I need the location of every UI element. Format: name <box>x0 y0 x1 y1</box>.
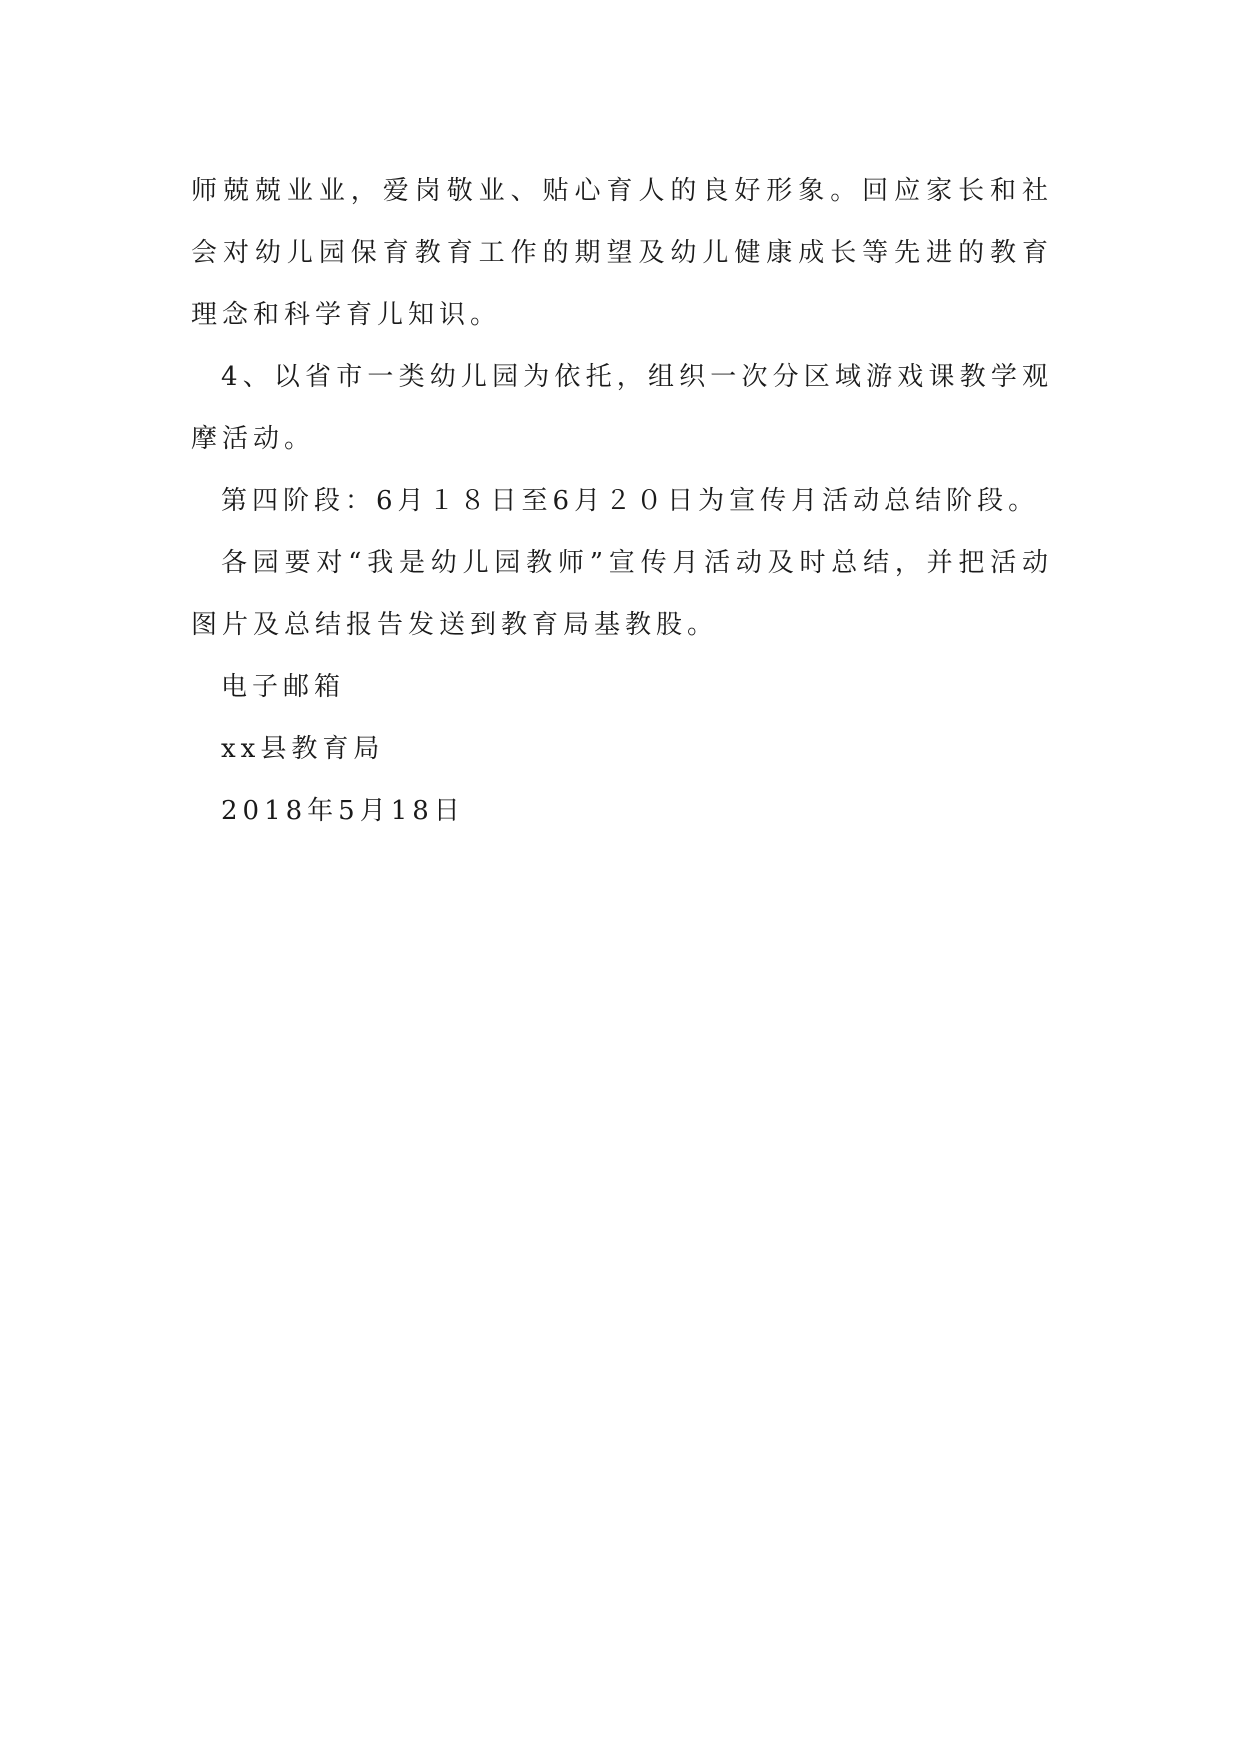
issue-date: 2018年5月18日 <box>221 796 465 826</box>
paragraph-item-4: 4、以省市一类幼儿园为依托，组织一次分区域游戏课教学观摩活动。 <box>191 362 1053 454</box>
paragraph-continuation: 师兢兢业业，爱岗敬业、贴心育人的良好形象。回应家长和社会对幼儿园保育教育工作的期望及幼儿健康成长等先进的教育理念和科学育儿知识。 <box>191 176 1053 330</box>
email-label: 电子邮箱 <box>221 672 346 702</box>
document-body <box>191 160 1053 842</box>
issuer-name: xx县教育局 <box>221 734 385 764</box>
paragraph-summary-instruction: 各园要对“我是幼儿园教师”宣传月活动及时总结，并把活动图片及总结报告发送到教育局基教股。 <box>191 548 1053 640</box>
paragraph-stage-4: 第四阶段：6月１８日至6月２０日为宣传月活动总结阶段。 <box>221 486 1040 516</box>
